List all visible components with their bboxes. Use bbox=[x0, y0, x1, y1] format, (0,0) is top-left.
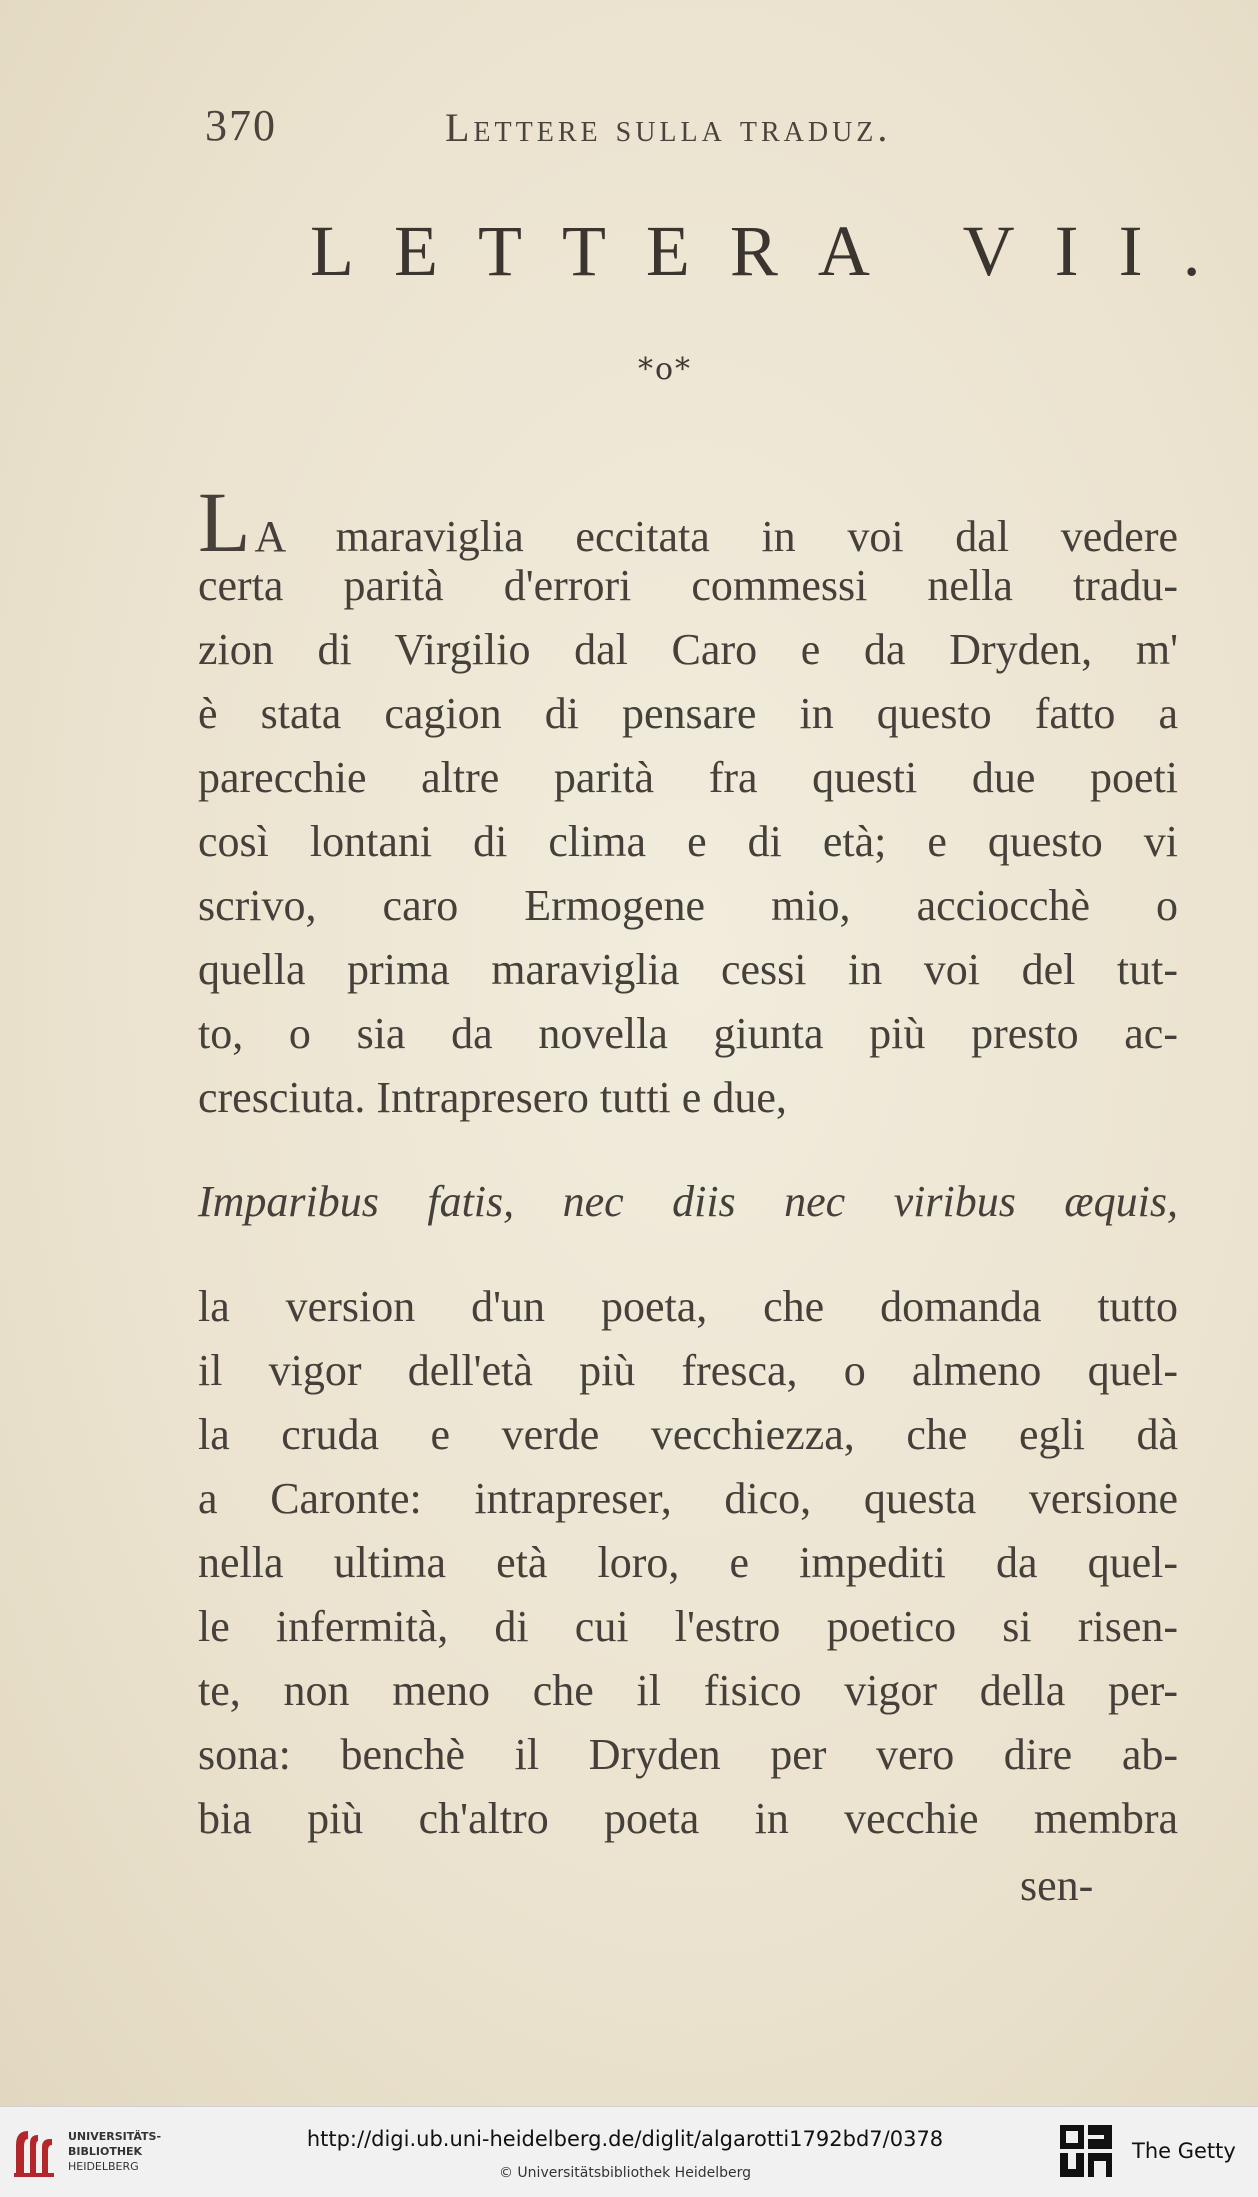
university-library-logo-icon bbox=[10, 2125, 58, 2179]
text-line bbox=[198, 474, 1178, 570]
ornament-icon: *o* bbox=[638, 352, 693, 387]
text-line: to, o sia da novella giunta più presto ac- bbox=[198, 1009, 1178, 1058]
getty-logo-icon bbox=[1058, 2123, 1114, 2181]
running-title: Lettere sulla traduz. bbox=[445, 105, 892, 150]
text-line: nella ultima età loro, e impediti da quel- bbox=[198, 1538, 1178, 1587]
running-head bbox=[205, 100, 1005, 160]
text-line: è stata cagion di pensare in questo fatto a bbox=[198, 689, 1178, 738]
footer-bar bbox=[0, 2106, 1258, 2197]
permalink-url[interactable]: http://digi.ub.uni-heidelberg.de/diglit/algarotti1792bd7/0378 bbox=[306, 2127, 944, 2151]
copyright-notice: © Universitätsbibliothek Heidelberg bbox=[498, 2165, 751, 2181]
text-line: quella prima maraviglia cessi in voi del tut- bbox=[198, 945, 1178, 994]
text-line: certa parità d'errori commessi nella tradu- bbox=[198, 561, 1178, 610]
text-line: te, non meno che il fisico vigor della per- bbox=[198, 1666, 1178, 1715]
text-line: la version d'un poeta, che domanda tutto bbox=[198, 1282, 1178, 1331]
latin-quote: Imparibus fatis, nec diis nec viribus æquis, bbox=[198, 1177, 1178, 1226]
catchword: sen- bbox=[1020, 1861, 1094, 1910]
paragraph-1 bbox=[198, 474, 1178, 1130]
text-line: scrivo, caro Ermogene mio, acciocchè o bbox=[198, 881, 1178, 930]
text-line: così lontani di clima e di età; e questo vi bbox=[198, 817, 1178, 866]
text-line: cresciuta. Intrapresero tutti e due, bbox=[198, 1073, 787, 1122]
drop-cap: L bbox=[198, 474, 251, 570]
library-name: UNIVERSITÄTS- BIBLIOTHEK HEIDELBERG bbox=[68, 2130, 162, 2173]
text-line: il vigor dell'età più fresca, o almeno quel- bbox=[198, 1346, 1178, 1395]
paragraph-2 bbox=[198, 1275, 1178, 1851]
text-line: le infermità, di cui l'estro poetico si risen- bbox=[198, 1602, 1178, 1651]
text-line: parecchie altre parità fra questi due poeti bbox=[198, 753, 1178, 802]
text-line: la cruda e verde vecchiezza, che egli dà bbox=[198, 1410, 1178, 1459]
text-line: sona: benchè il Dryden per vero dire ab- bbox=[198, 1730, 1178, 1779]
page-number: 370 bbox=[205, 101, 277, 150]
text-line: bia più ch'altro poeta in vecchie membra bbox=[198, 1794, 1178, 1843]
first-line-text: A maraviglia eccitata in voi dal vedere bbox=[254, 512, 1178, 561]
chapter-title: LETTERA VII. bbox=[310, 211, 1241, 291]
getty-name: The Getty bbox=[1132, 2139, 1236, 2163]
text-line: zion di Virgilio dal Caro e da Dryden, m' bbox=[198, 625, 1178, 674]
text-line: a Caronte: intrapreser, dico, questa versione bbox=[198, 1474, 1178, 1523]
